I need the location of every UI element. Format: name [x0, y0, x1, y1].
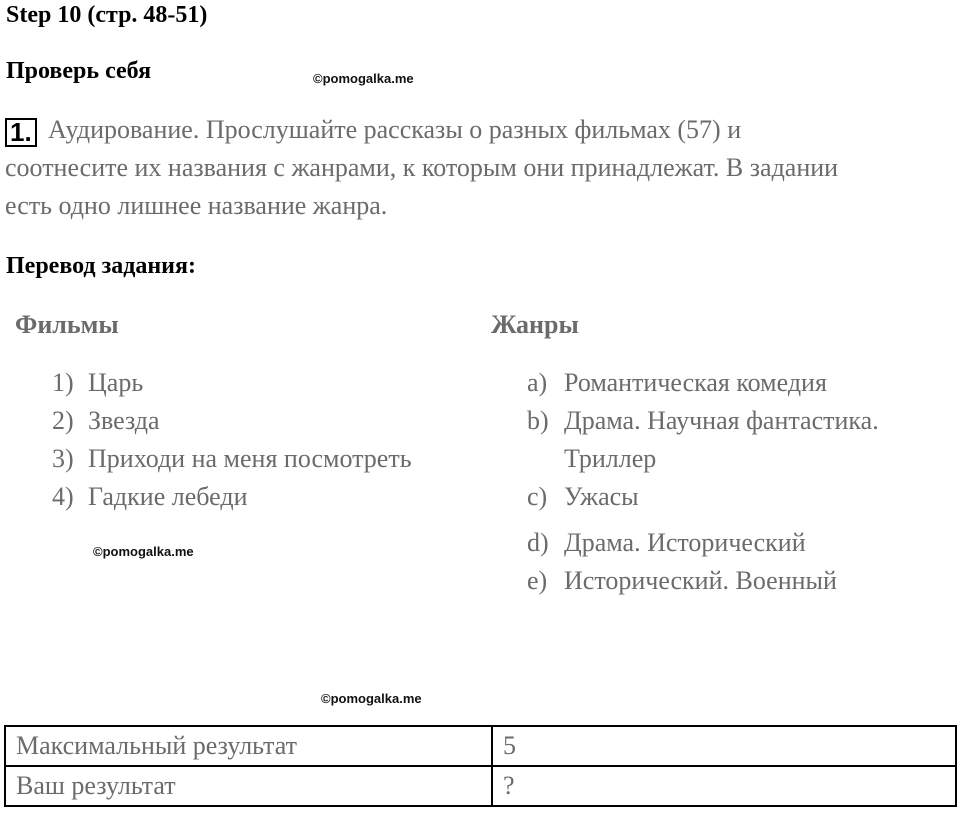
task-text-line: соотнесите их названия с жанрами, к которым они принадлежат. В задании	[5, 153, 839, 182]
genre-name: Драма. Научная фантастика.	[564, 406, 879, 435]
films-column-heading: Фильмы	[15, 310, 119, 339]
results-table	[4, 725, 957, 807]
list-marker: 3)	[52, 444, 74, 473]
genre-name: Драма. Исторический	[564, 528, 806, 557]
genres-column-heading: Жанры	[491, 310, 579, 339]
section-heading-check: Проверь себя	[6, 58, 152, 84]
watermark: ©pomogalka.me	[313, 71, 414, 86]
section-heading-translation: Перевод задания:	[6, 253, 196, 279]
watermark: ©pomogalka.me	[93, 544, 194, 559]
result-label: Максимальный результат	[5, 726, 492, 766]
result-value: 5	[492, 726, 956, 766]
list-marker: 2)	[52, 406, 74, 435]
result-value: ?	[492, 766, 956, 806]
table-row	[5, 766, 956, 806]
task-number: 1.	[10, 117, 32, 147]
page-title: Step 10 (стр. 48-51)	[6, 2, 208, 28]
watermark: ©pomogalka.me	[321, 691, 422, 706]
film-title: Царь	[88, 368, 144, 397]
list-marker: 4)	[52, 482, 74, 511]
task-text-line: есть одно лишнее название жанра.	[5, 191, 388, 220]
list-marker: 1)	[52, 368, 74, 397]
list-marker: a)	[527, 368, 548, 397]
list-marker: c)	[527, 482, 548, 511]
genre-name: Ужасы	[564, 482, 639, 511]
film-title: Звезда	[88, 406, 160, 435]
list-marker: b)	[527, 406, 549, 435]
genre-name: Романтическая комедия	[564, 368, 827, 397]
genre-name-continuation: Триллер	[564, 444, 657, 473]
table-row	[5, 726, 956, 766]
list-marker: d)	[527, 528, 549, 557]
film-title: Гадкие лебеди	[88, 482, 248, 511]
result-label: Ваш результат	[5, 766, 492, 806]
task-text-line: Аудирование. Прослушайте рассказы о разных фильмах (57) и	[48, 115, 742, 144]
list-marker: e)	[527, 566, 548, 595]
genre-name: Исторический. Военный	[564, 566, 837, 595]
film-title: Приходи на меня посмотреть	[88, 444, 412, 473]
